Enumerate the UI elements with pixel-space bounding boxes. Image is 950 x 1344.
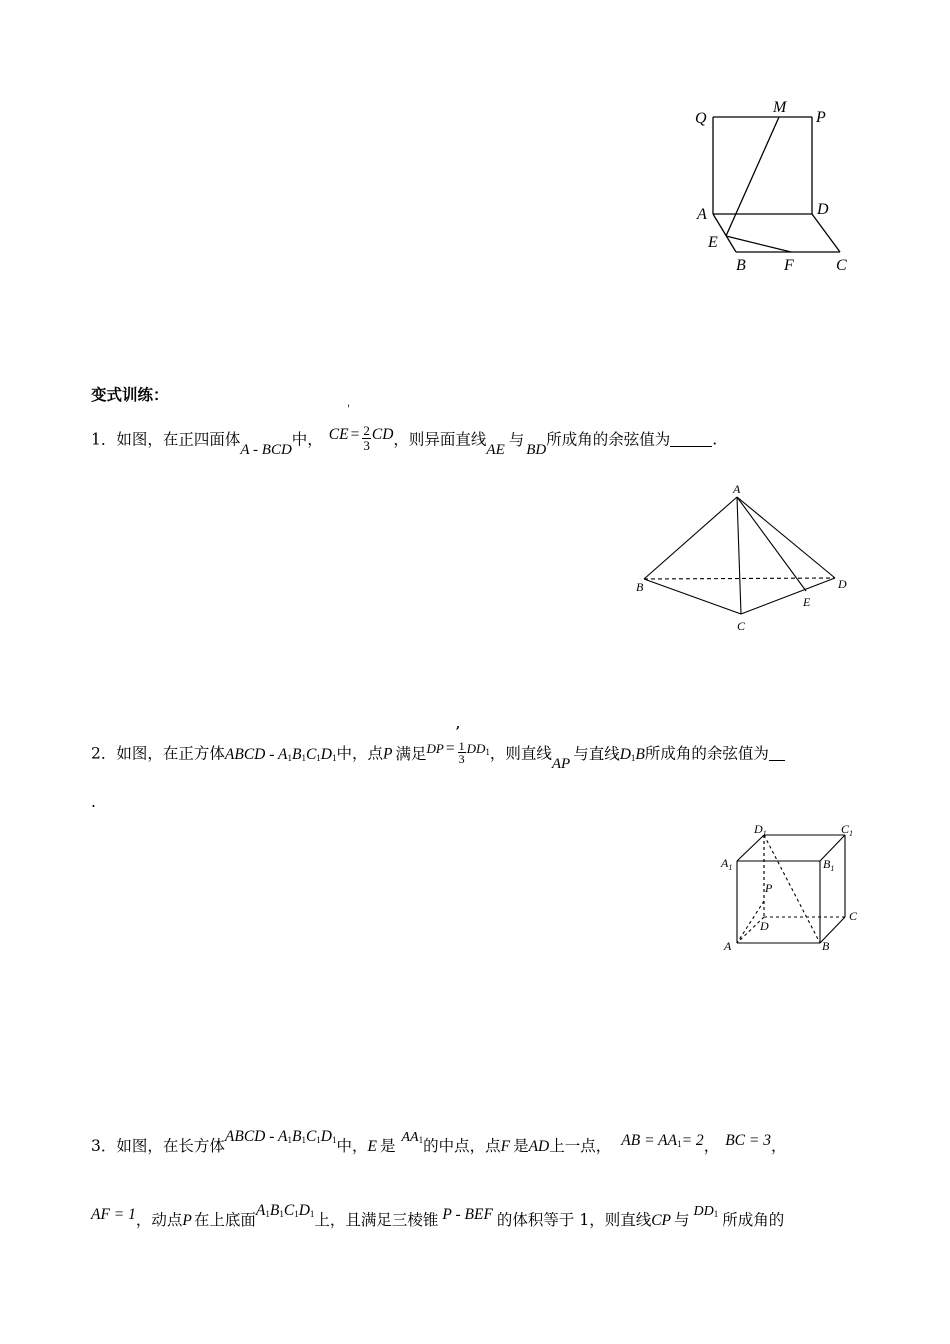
problem-3-text-k: 与 — [674, 1211, 690, 1229]
problem-1-text-c: ，则异面直线 — [393, 430, 487, 449]
problem-2-text-c: 满足 — [395, 744, 427, 763]
problem-3-text-g: ，动点 — [135, 1211, 183, 1229]
problem-1-text-d: 与 — [508, 430, 525, 449]
top-face-A1B1C1D1: $A_1B_1C_1D_1$ — [255, 1202, 315, 1219]
problem-3-text-c: 是 — [379, 1137, 396, 1155]
problem-3-text-j: 的体积等于 1，则直线 — [496, 1211, 652, 1229]
problem-3-text-d: 的中点，点 — [423, 1137, 501, 1155]
edge-EF — [726, 236, 791, 252]
edge-DC — [812, 214, 840, 252]
problem-3-line-1: 3．如图，在长方体ABCD - $A_1B_1C_1D_1$中，E 是 $AA_1$的中点，点F 是AD上一点， AB = $AA_1= 2$， BC = 3， — [91, 1128, 787, 1155]
label-A: A — [733, 482, 741, 496]
label-F: F — [784, 257, 794, 274]
fraction-2-3: $\frac{2}{3}$ — [363, 423, 370, 453]
problem-2-text-b: 中，点 — [336, 744, 383, 763]
section-heading: 变式训练： — [91, 386, 169, 404]
label-D: D — [760, 919, 769, 933]
label-A1: $A_1$ — [721, 856, 733, 872]
problem-2-text-d: ，则直线 — [489, 744, 552, 763]
point-E: E — [367, 1138, 377, 1155]
segment-CD: CD — [371, 425, 394, 443]
figure-square-trapezoid — [690, 95, 860, 280]
label-C: C — [836, 257, 847, 274]
edge-ME — [726, 117, 779, 236]
problem-3-number: 3． — [91, 1137, 117, 1155]
cuboid-name: ABCD - $A_1B_1C_1D_1$ — [224, 1128, 337, 1145]
problem-3-text-h: 在上底面 — [193, 1211, 256, 1229]
problem-1: 1．如图，在正四面体A - BCD中， CE = $\frac{2}{3}$ CD，则异面直线AE与BD所成角的余弦值为 . — [91, 423, 718, 458]
vector-DP: DP — [426, 740, 444, 756]
problem-3-text-e: 是 — [513, 1137, 529, 1155]
point-F: F — [500, 1138, 511, 1155]
label-D1: $D_1$ — [754, 822, 767, 838]
label-P: P — [816, 109, 826, 126]
label-C1: $C_1$ — [841, 822, 854, 838]
label-B: B — [636, 580, 644, 594]
problem-3-text-f: 上一点， — [549, 1137, 612, 1155]
edge-AA1: $AA_1$ — [401, 1130, 424, 1145]
label-D: D — [838, 577, 847, 591]
problem-3-line-2 — [91, 1202, 785, 1234]
label-E: E — [708, 234, 718, 251]
edge-CD — [741, 578, 835, 614]
edge-AD: AD — [528, 1138, 550, 1155]
edge-AE — [737, 497, 806, 591]
figure-tetrahedron — [632, 480, 852, 640]
line-D1B: $D_1B$ — [619, 745, 645, 763]
label-D: D — [817, 201, 829, 218]
problem-1-number: 1． — [91, 430, 117, 449]
segment-CE: CE — [328, 425, 349, 443]
vector-DD1: DD1 — [466, 740, 490, 757]
problem-3-text-b: 中， — [336, 1137, 368, 1155]
edge-AC — [737, 497, 741, 614]
problem-2-number: 2． — [91, 744, 117, 763]
label-Q: Q — [695, 110, 707, 127]
figure-cube — [716, 818, 866, 958]
problem-3-text-l: 所成角的 — [722, 1211, 785, 1229]
answer-blank-1[interactable] — [670, 432, 712, 447]
label-P: P — [765, 881, 773, 895]
equation-AF: AF = 1 — [91, 1206, 136, 1223]
problem-2-text-f: 所成角的余弦值为 — [644, 744, 769, 763]
problem-3-text-a: 如图，在长方体 — [116, 1137, 225, 1155]
fraction-1-3: $\frac{1}{3}$ — [458, 739, 465, 766]
cube-name: ABCD - $A_1B_1C_1D_1$ — [224, 745, 337, 763]
problem-2-text-a: 如图，在正方体 — [116, 744, 225, 763]
line-CP: CP — [651, 1212, 672, 1229]
label-E: E — [803, 595, 811, 609]
problem-3-text-i: 上，且满足三棱锥 — [314, 1211, 439, 1229]
label-B: B — [736, 257, 746, 274]
edge-BC — [644, 579, 741, 614]
problem-1-text-b: 中， — [291, 430, 323, 449]
label-C: C — [849, 909, 858, 923]
equation-BC: BC = 3 — [725, 1132, 771, 1149]
label-A: A — [697, 206, 707, 223]
problem-2-text-e: 与直线 — [573, 744, 620, 763]
point-P: P — [383, 745, 393, 763]
label-B1: $B_1$ — [823, 857, 835, 873]
problem-1-text-e: 所成角的余弦值为 — [546, 430, 671, 449]
problem-1-text-a: 如图，在正四面体 — [116, 430, 241, 449]
problem-2: 2．如图，在正方体ABCD - $A_1B_1C_1D_1$中，点P 满足$^{DP}$ = $\frac{1}{3}$ $^{DD_1}$，则直线AP与直线$D_1B$所成角的余弦值为 — [91, 742, 785, 768]
pyramid-P-BEF: P - BEF — [442, 1206, 493, 1223]
label-M: M — [773, 99, 787, 116]
label-B: B — [822, 939, 830, 953]
line-BD: BD — [526, 441, 547, 458]
line-AP: AP — [551, 755, 571, 772]
edge-DD1: $DD_1$ — [693, 1204, 719, 1219]
line-AE: AE — [486, 441, 505, 458]
tetrahedron-name: A - BCD — [240, 441, 292, 458]
point-P: P — [182, 1212, 192, 1229]
label-C: C — [737, 619, 746, 633]
equation-AB-AA1: AB = $AA_1= 2$ — [621, 1132, 704, 1149]
edge-AB — [644, 497, 737, 579]
label-A: A — [724, 939, 732, 953]
answer-blank-2[interactable] — [769, 746, 785, 761]
edge-AD — [737, 497, 835, 578]
